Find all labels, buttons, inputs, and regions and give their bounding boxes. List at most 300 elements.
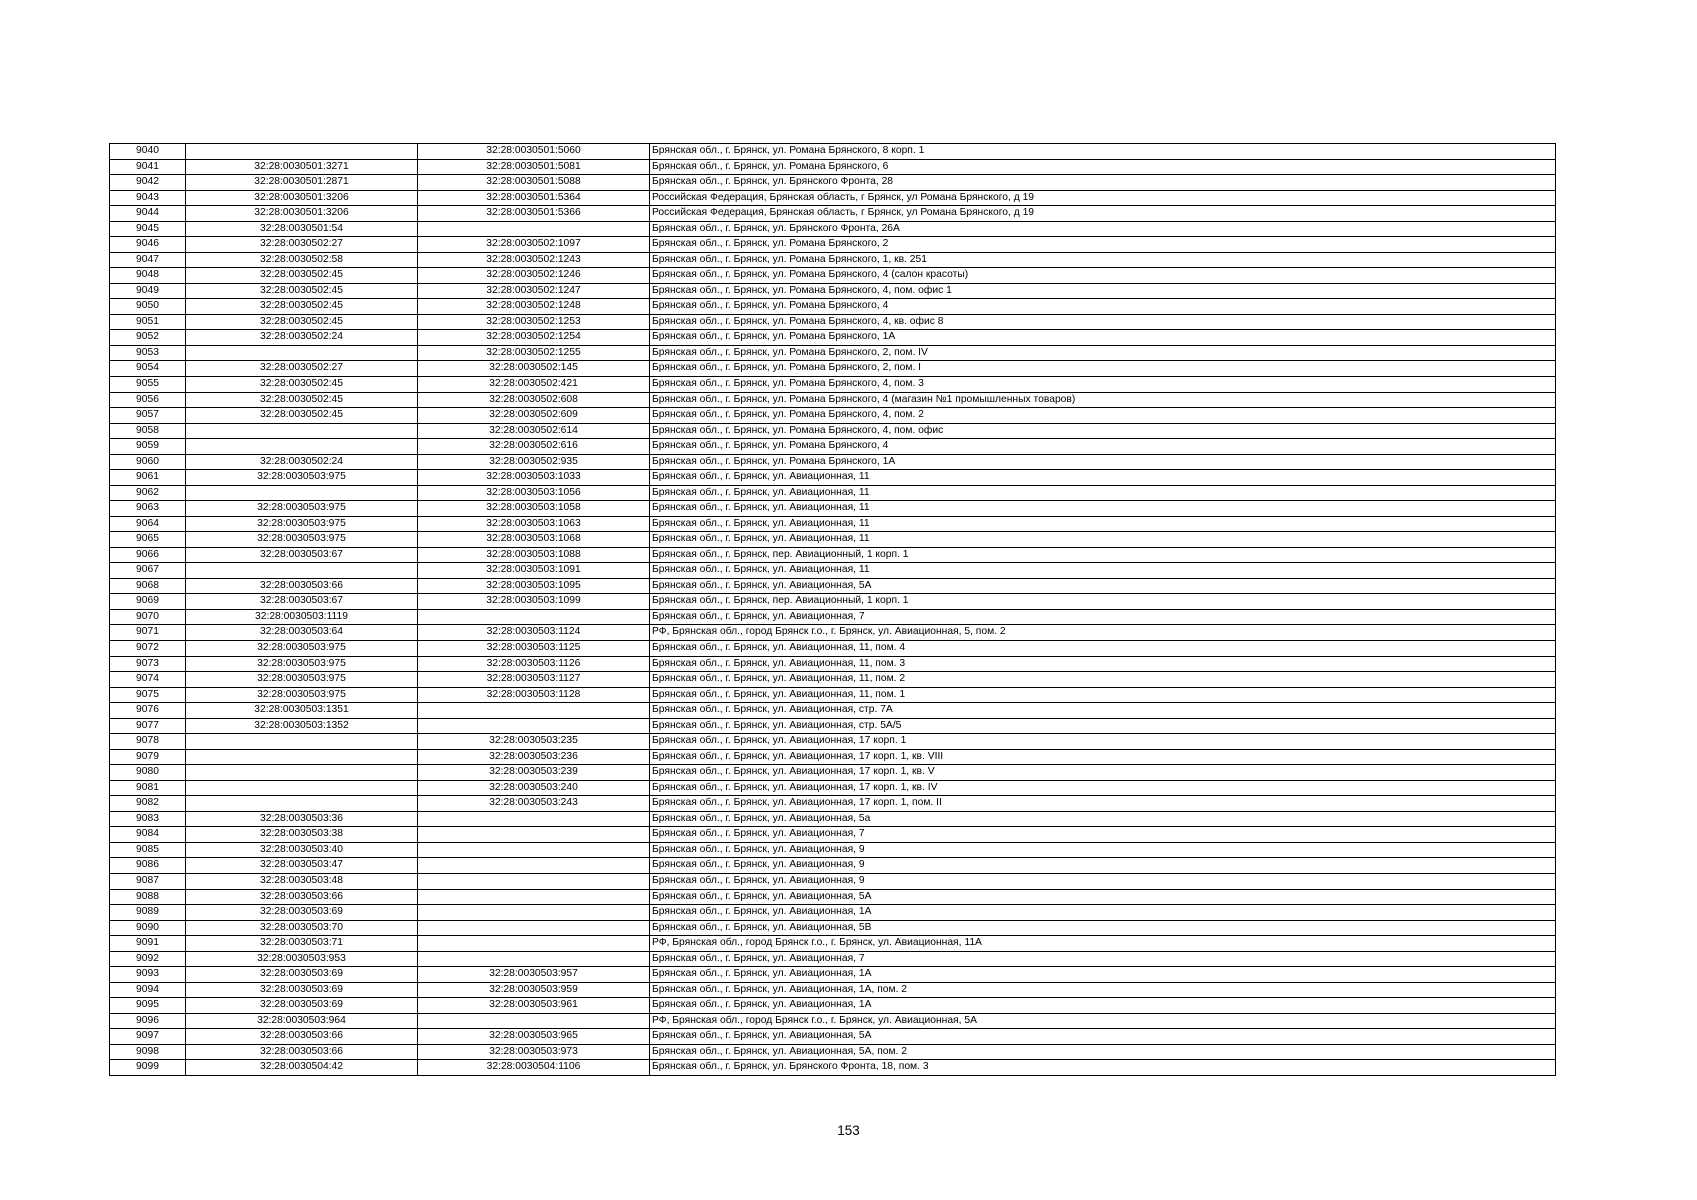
parcel-number-cell <box>186 563 418 579</box>
object-number-cell <box>418 609 650 625</box>
address-cell: Брянская обл., г. Брянск, ул. Брянского Фронта, 18, пом. 3 <box>650 1060 1556 1076</box>
parcel-number-cell: 32:28:0030502:45 <box>186 268 418 284</box>
table-row <box>110 1029 1556 1045</box>
table-row <box>110 749 1556 765</box>
table-row <box>110 703 1556 719</box>
address-cell: Брянская обл., г. Брянск, ул. Авиационная, 11 <box>650 501 1556 517</box>
row-number-cell: 9051 <box>110 314 186 330</box>
object-number-cell: 32:28:0030503:965 <box>418 1029 650 1045</box>
address-cell: Брянская обл., г. Брянск, ул. Авиационная, 7 <box>650 827 1556 843</box>
address-cell: Российская Федерация, Брянская область, г Брянск, ул Романа Брянского, д 19 <box>650 190 1556 206</box>
table-row <box>110 672 1556 688</box>
row-number-cell: 9093 <box>110 967 186 983</box>
table-row <box>110 485 1556 501</box>
address-cell: Брянская обл., г. Брянск, ул. Авиационная, 11 <box>650 485 1556 501</box>
object-number-cell <box>418 221 650 237</box>
address-cell: Российская Федерация, Брянская область, г Брянск, ул Романа Брянского, д 19 <box>650 206 1556 222</box>
parcel-number-cell <box>186 749 418 765</box>
parcel-number-cell: 32:28:0030503:69 <box>186 967 418 983</box>
row-number-cell: 9097 <box>110 1029 186 1045</box>
table-row <box>110 734 1556 750</box>
parcel-number-cell: 32:28:0030501:54 <box>186 221 418 237</box>
object-number-cell <box>418 811 650 827</box>
table-row <box>110 1060 1556 1076</box>
table-row <box>110 501 1556 517</box>
address-cell: Брянская обл., г. Брянск, ул. Романа Брянского, 1А <box>650 330 1556 346</box>
row-number-cell: 9050 <box>110 299 186 315</box>
object-number-cell <box>418 718 650 734</box>
object-number-cell <box>418 951 650 967</box>
object-number-cell <box>418 703 650 719</box>
parcel-number-cell: 32:28:0030501:3206 <box>186 190 418 206</box>
address-cell: Брянская обл., г. Брянск, ул. Романа Брянского, 4, пом. 2 <box>650 408 1556 424</box>
parcel-number-cell: 32:28:0030502:45 <box>186 283 418 299</box>
address-cell: Брянская обл., г. Брянск, ул. Романа Брянского, 2, пом. IV <box>650 345 1556 361</box>
row-number-cell: 9081 <box>110 780 186 796</box>
address-cell: Брянская обл., г. Брянск, ул. Авиационная, 9 <box>650 842 1556 858</box>
object-number-cell: 32:28:0030503:1068 <box>418 532 650 548</box>
object-number-cell: 32:28:0030503:1127 <box>418 672 650 688</box>
parcel-number-cell: 32:28:0030503:47 <box>186 858 418 874</box>
parcel-number-cell: 32:28:0030503:71 <box>186 936 418 952</box>
parcel-number-cell: 32:28:0030503:1351 <box>186 703 418 719</box>
address-cell: Брянская обл., г. Брянск, ул. Авиационная, стр. 7А <box>650 703 1556 719</box>
object-number-cell <box>418 936 650 952</box>
table-row <box>110 563 1556 579</box>
address-cell: Брянская обл., г. Брянск, ул. Авиационная, 5а <box>650 811 1556 827</box>
table-row <box>110 873 1556 889</box>
parcel-number-cell: 32:28:0030503:64 <box>186 625 418 641</box>
object-number-cell <box>418 889 650 905</box>
row-number-cell: 9082 <box>110 796 186 812</box>
parcel-number-cell: 32:28:0030502:45 <box>186 299 418 315</box>
row-number-cell: 9045 <box>110 221 186 237</box>
row-number-cell: 9087 <box>110 873 186 889</box>
object-number-cell: 32:28:0030503:1033 <box>418 470 650 486</box>
address-cell: Брянская обл., г. Брянск, ул. Романа Брянского, 1, кв. 251 <box>650 252 1556 268</box>
table-row <box>110 221 1556 237</box>
object-number-cell: 32:28:0030501:5060 <box>418 144 650 160</box>
table-row <box>110 516 1556 532</box>
parcel-number-cell <box>186 796 418 812</box>
table-row <box>110 299 1556 315</box>
row-number-cell: 9084 <box>110 827 186 843</box>
table-row <box>110 858 1556 874</box>
address-cell: Брянская обл., г. Брянск, ул. Авиационная, 11 <box>650 470 1556 486</box>
row-number-cell: 9069 <box>110 594 186 610</box>
table-row <box>110 687 1556 703</box>
parcel-number-cell: 32:28:0030501:3271 <box>186 159 418 175</box>
address-cell: Брянская обл., г. Брянск, ул. Авиационная, 7 <box>650 951 1556 967</box>
table-row <box>110 609 1556 625</box>
table-row <box>110 780 1556 796</box>
row-number-cell: 9061 <box>110 470 186 486</box>
address-cell: Брянская обл., г. Брянск, ул. Брянского Фронта, 26А <box>650 221 1556 237</box>
parcel-number-cell: 32:28:0030503:69 <box>186 982 418 998</box>
row-number-cell: 9047 <box>110 252 186 268</box>
parcel-number-cell: 32:28:0030503:975 <box>186 656 418 672</box>
parcel-number-cell: 32:28:0030503:67 <box>186 594 418 610</box>
row-number-cell: 9062 <box>110 485 186 501</box>
table-row <box>110 827 1556 843</box>
object-number-cell: 32:28:0030502:608 <box>418 392 650 408</box>
table-row <box>110 470 1556 486</box>
row-number-cell: 9067 <box>110 563 186 579</box>
address-cell: Брянская обл., г. Брянск, ул. Авиационная, 9 <box>650 858 1556 874</box>
parcel-number-cell: 32:28:0030502:45 <box>186 408 418 424</box>
object-number-cell: 32:28:0030503:236 <box>418 749 650 765</box>
row-number-cell: 9057 <box>110 408 186 424</box>
parcel-number-cell: 32:28:0030503:67 <box>186 547 418 563</box>
table-row <box>110 206 1556 222</box>
table-row <box>110 656 1556 672</box>
address-cell: Брянская обл., г. Брянск, ул. Романа Брянского, 2 <box>650 237 1556 253</box>
table-row <box>110 408 1556 424</box>
parcel-number-cell: 32:28:0030503:48 <box>186 873 418 889</box>
row-number-cell: 9063 <box>110 501 186 517</box>
object-number-cell: 32:28:0030501:5366 <box>418 206 650 222</box>
row-number-cell: 9078 <box>110 734 186 750</box>
address-cell: Брянская обл., г. Брянск, ул. Авиационная, стр. 5А/5 <box>650 718 1556 734</box>
address-cell: Брянская обл., г. Брянск, ул. Авиационная, 9 <box>650 873 1556 889</box>
address-cell: Брянская обл., г. Брянск, ул. Романа Брянского, 4, пом. офис <box>650 423 1556 439</box>
parcel-number-cell <box>186 780 418 796</box>
table-row <box>110 268 1556 284</box>
object-number-cell <box>418 905 650 921</box>
table-row <box>110 314 1556 330</box>
row-number-cell: 9099 <box>110 1060 186 1076</box>
address-cell: Брянская обл., г. Брянск, ул. Романа Брянского, 8 корп. 1 <box>650 144 1556 160</box>
object-number-cell <box>418 858 650 874</box>
parcel-number-cell: 32:28:0030502:58 <box>186 252 418 268</box>
row-number-cell: 9098 <box>110 1044 186 1060</box>
address-cell: Брянская обл., г. Брянск, ул. Авиационная, 1А <box>650 998 1556 1014</box>
object-number-cell: 32:28:0030502:1097 <box>418 237 650 253</box>
object-number-cell <box>418 827 650 843</box>
row-number-cell: 9068 <box>110 578 186 594</box>
parcel-number-cell: 32:28:0030503:964 <box>186 1013 418 1029</box>
object-number-cell: 32:28:0030502:935 <box>418 454 650 470</box>
address-cell: Брянская обл., г. Брянск, ул. Романа Брянского, 4, пом. 3 <box>650 376 1556 392</box>
row-number-cell: 9096 <box>110 1013 186 1029</box>
object-number-cell: 32:28:0030501:5081 <box>418 159 650 175</box>
parcel-number-cell: 32:28:0030503:69 <box>186 998 418 1014</box>
parcel-number-cell: 32:28:0030503:975 <box>186 687 418 703</box>
parcel-number-cell <box>186 765 418 781</box>
parcel-number-cell: 32:28:0030503:70 <box>186 920 418 936</box>
parcel-number-cell: 32:28:0030503:953 <box>186 951 418 967</box>
parcel-number-cell: 32:28:0030503:975 <box>186 501 418 517</box>
address-cell: Брянская обл., г. Брянск, ул. Авиационная, 11, пом. 3 <box>650 656 1556 672</box>
object-number-cell: 32:28:0030502:1248 <box>418 299 650 315</box>
row-number-cell: 9079 <box>110 749 186 765</box>
object-number-cell: 32:28:0030503:1126 <box>418 656 650 672</box>
object-number-cell: 32:28:0030503:240 <box>418 780 650 796</box>
table-row <box>110 936 1556 952</box>
parcel-number-cell: 32:28:0030502:45 <box>186 314 418 330</box>
parcel-number-cell: 32:28:0030503:975 <box>186 470 418 486</box>
object-number-cell: 32:28:0030503:1099 <box>418 594 650 610</box>
parcel-number-cell: 32:28:0030503:1352 <box>186 718 418 734</box>
row-number-cell: 9055 <box>110 376 186 392</box>
row-number-cell: 9074 <box>110 672 186 688</box>
table-row <box>110 376 1556 392</box>
parcel-number-cell: 32:28:0030503:38 <box>186 827 418 843</box>
row-number-cell: 9058 <box>110 423 186 439</box>
parcel-number-cell: 32:28:0030503:69 <box>186 905 418 921</box>
object-number-cell <box>418 842 650 858</box>
row-number-cell: 9052 <box>110 330 186 346</box>
page-number: 153 <box>837 1123 860 1138</box>
row-number-cell: 9075 <box>110 687 186 703</box>
table-row <box>110 532 1556 548</box>
object-number-cell: 32:28:0030502:145 <box>418 361 650 377</box>
address-cell: Брянская обл., г. Брянск, ул. Авиационная, 17 корп. 1, пом. II <box>650 796 1556 812</box>
table-body <box>110 144 1556 1076</box>
object-number-cell: 32:28:0030503:243 <box>418 796 650 812</box>
address-cell: Брянская обл., г. Брянск, ул. Романа Брянского, 4 <box>650 439 1556 455</box>
row-number-cell: 9043 <box>110 190 186 206</box>
table-row <box>110 423 1556 439</box>
address-cell: Брянская обл., г. Брянск, пер. Авиационный, 1 корп. 1 <box>650 594 1556 610</box>
table-row <box>110 625 1556 641</box>
address-cell: Брянская обл., г. Брянск, ул. Авиационная, 5А <box>650 578 1556 594</box>
parcel-number-cell: 32:28:0030501:3206 <box>186 206 418 222</box>
object-number-cell: 32:28:0030504:1106 <box>418 1060 650 1076</box>
table-row <box>110 547 1556 563</box>
object-number-cell: 32:28:0030503:1124 <box>418 625 650 641</box>
row-number-cell: 9092 <box>110 951 186 967</box>
parcel-number-cell: 32:28:0030502:27 <box>186 237 418 253</box>
table-row <box>110 641 1556 657</box>
parcel-number-cell: 32:28:0030503:975 <box>186 516 418 532</box>
table-row <box>110 345 1556 361</box>
address-cell: Брянская обл., г. Брянск, ул. Авиационная, 1А <box>650 905 1556 921</box>
table-row <box>110 920 1556 936</box>
address-cell: Брянская обл., г. Брянск, ул. Авиационная, 17 корп. 1, кв. IV <box>650 780 1556 796</box>
object-number-cell: 32:28:0030502:1254 <box>418 330 650 346</box>
address-cell: РФ, Брянская обл., город Брянск г.о., г. Брянск, ул. Авиационная, 5, пом. 2 <box>650 625 1556 641</box>
address-cell: Брянская обл., г. Брянск, ул. Авиационная, 7 <box>650 609 1556 625</box>
row-number-cell: 9073 <box>110 656 186 672</box>
parcel-number-cell: 32:28:0030503:1119 <box>186 609 418 625</box>
table-row <box>110 1044 1556 1060</box>
row-number-cell: 9054 <box>110 361 186 377</box>
address-cell: Брянская обл., г. Брянск, ул. Романа Брянского, 4, кв. офис 8 <box>650 314 1556 330</box>
parcel-number-cell: 32:28:0030503:975 <box>186 641 418 657</box>
address-cell: Брянская обл., г. Брянск, ул. Авиационная, 5В <box>650 920 1556 936</box>
address-cell: Брянская обл., г. Брянск, ул. Авиационная, 11, пом. 1 <box>650 687 1556 703</box>
object-number-cell: 32:28:0030502:616 <box>418 439 650 455</box>
table-row <box>110 439 1556 455</box>
object-number-cell: 32:28:0030502:1253 <box>418 314 650 330</box>
object-number-cell: 32:28:0030503:235 <box>418 734 650 750</box>
row-number-cell: 9072 <box>110 641 186 657</box>
object-number-cell <box>418 1013 650 1029</box>
row-number-cell: 9053 <box>110 345 186 361</box>
object-number-cell: 32:28:0030501:5088 <box>418 175 650 191</box>
parcel-number-cell: 32:28:0030503:40 <box>186 842 418 858</box>
table-row <box>110 283 1556 299</box>
row-number-cell: 9049 <box>110 283 186 299</box>
table-row <box>110 718 1556 734</box>
parcel-number-cell: 32:28:0030502:24 <box>186 454 418 470</box>
object-number-cell: 32:28:0030503:1088 <box>418 547 650 563</box>
address-cell: Брянская обл., г. Брянск, ул. Авиационная, 1А, пом. 2 <box>650 982 1556 998</box>
table-row <box>110 765 1556 781</box>
row-number-cell: 9077 <box>110 718 186 734</box>
parcel-number-cell: 32:28:0030503:66 <box>186 1029 418 1045</box>
table-row <box>110 330 1556 346</box>
address-cell: Брянская обл., г. Брянск, ул. Романа Брянского, 4 (магазин №1 промышленных товаров) <box>650 392 1556 408</box>
row-number-cell: 9089 <box>110 905 186 921</box>
table-row <box>110 252 1556 268</box>
document-table <box>109 143 1556 1076</box>
parcel-number-cell: 32:28:0030503:66 <box>186 578 418 594</box>
parcel-number-cell: 32:28:0030503:66 <box>186 889 418 905</box>
row-number-cell: 9071 <box>110 625 186 641</box>
row-number-cell: 9085 <box>110 842 186 858</box>
address-cell: Брянская обл., г. Брянск, ул. Авиационная, 11, пом. 2 <box>650 672 1556 688</box>
address-cell: Брянская обл., г. Брянск, ул. Авиационная, 5А <box>650 1029 1556 1045</box>
row-number-cell: 9094 <box>110 982 186 998</box>
table-row <box>110 454 1556 470</box>
address-cell: Брянская обл., г. Брянск, ул. Авиационная, 17 корп. 1 <box>650 734 1556 750</box>
row-number-cell: 9056 <box>110 392 186 408</box>
address-cell: Брянская обл., г. Брянск, ул. Романа Брянского, 6 <box>650 159 1556 175</box>
parcel-number-cell <box>186 144 418 160</box>
address-cell: Брянская обл., г. Брянск, ул. Авиационная, 17 корп. 1, кв. V <box>650 765 1556 781</box>
row-number-cell: 9080 <box>110 765 186 781</box>
object-number-cell: 32:28:0030503:961 <box>418 998 650 1014</box>
table-row <box>110 392 1556 408</box>
table-row <box>110 578 1556 594</box>
parcel-number-cell: 32:28:0030503:975 <box>186 532 418 548</box>
parcel-number-cell: 32:28:0030503:66 <box>186 1044 418 1060</box>
object-number-cell: 32:28:0030502:421 <box>418 376 650 392</box>
table-row <box>110 889 1556 905</box>
row-number-cell: 9046 <box>110 237 186 253</box>
object-number-cell: 32:28:0030503:1125 <box>418 641 650 657</box>
address-cell: Брянская обл., г. Брянск, ул. Авиационная, 11 <box>650 563 1556 579</box>
address-cell: Брянская обл., г. Брянск, ул. Авиационная, 1А <box>650 967 1556 983</box>
address-cell: Брянская обл., г. Брянск, ул. Романа Брянского, 4 (салон красоты) <box>650 268 1556 284</box>
address-cell: Брянская обл., г. Брянск, ул. Авиационная, 5А <box>650 889 1556 905</box>
object-number-cell: 32:28:0030503:1058 <box>418 501 650 517</box>
table-row <box>110 842 1556 858</box>
parcel-number-cell: 32:28:0030502:45 <box>186 376 418 392</box>
table-row <box>110 237 1556 253</box>
object-number-cell: 32:28:0030502:609 <box>418 408 650 424</box>
parcel-number-cell: 32:28:0030503:975 <box>186 672 418 688</box>
object-number-cell: 32:28:0030501:5364 <box>418 190 650 206</box>
object-number-cell: 32:28:0030502:1243 <box>418 252 650 268</box>
address-cell: Брянская обл., г. Брянск, ул. Романа Брянского, 4, пом. офис 1 <box>650 283 1556 299</box>
row-number-cell: 9076 <box>110 703 186 719</box>
object-number-cell: 32:28:0030503:1063 <box>418 516 650 532</box>
row-number-cell: 9040 <box>110 144 186 160</box>
object-number-cell: 32:28:0030503:957 <box>418 967 650 983</box>
parcel-number-cell: 32:28:0030503:36 <box>186 811 418 827</box>
row-number-cell: 9042 <box>110 175 186 191</box>
row-number-cell: 9066 <box>110 547 186 563</box>
row-number-cell: 9083 <box>110 811 186 827</box>
table-row <box>110 982 1556 998</box>
object-number-cell: 32:28:0030503:1095 <box>418 578 650 594</box>
row-number-cell: 9090 <box>110 920 186 936</box>
table-row <box>110 905 1556 921</box>
address-cell: Брянская обл., г. Брянск, ул. Романа Брянского, 2, пом. I <box>650 361 1556 377</box>
parcel-number-cell <box>186 439 418 455</box>
row-number-cell: 9065 <box>110 532 186 548</box>
row-number-cell: 9088 <box>110 889 186 905</box>
address-cell: Брянская обл., г. Брянск, ул. Авиационная, 11 <box>650 516 1556 532</box>
row-number-cell: 9059 <box>110 439 186 455</box>
address-cell: Брянская обл., г. Брянск, ул. Авиационная, 5А, пом. 2 <box>650 1044 1556 1060</box>
table-row <box>110 144 1556 160</box>
table-row <box>110 967 1556 983</box>
object-number-cell <box>418 920 650 936</box>
address-cell: Брянская обл., г. Брянск, ул. Романа Брянского, 1А <box>650 454 1556 470</box>
row-number-cell: 9044 <box>110 206 186 222</box>
table-row <box>110 1013 1556 1029</box>
table-row <box>110 796 1556 812</box>
address-cell: Брянская обл., г. Брянск, ул. Брянского Фронта, 28 <box>650 175 1556 191</box>
address-cell: РФ, Брянская обл., город Брянск г.о., г. Брянск, ул. Авиационная, 5А <box>650 1013 1556 1029</box>
row-number-cell: 9086 <box>110 858 186 874</box>
address-cell: Брянская обл., г. Брянск, ул. Авиационная, 11, пом. 4 <box>650 641 1556 657</box>
row-number-cell: 9070 <box>110 609 186 625</box>
table-row <box>110 175 1556 191</box>
parcel-number-cell <box>186 345 418 361</box>
table-row <box>110 951 1556 967</box>
address-cell: Брянская обл., г. Брянск, пер. Авиационный, 1 корп. 1 <box>650 547 1556 563</box>
row-number-cell: 9041 <box>110 159 186 175</box>
address-cell: Брянская обл., г. Брянск, ул. Авиационная, 17 корп. 1, кв. VIII <box>650 749 1556 765</box>
row-number-cell: 9095 <box>110 998 186 1014</box>
parcel-number-cell: 32:28:0030501:2871 <box>186 175 418 191</box>
row-number-cell: 9064 <box>110 516 186 532</box>
parcel-number-cell: 32:28:0030502:27 <box>186 361 418 377</box>
parcel-number-cell <box>186 485 418 501</box>
parcel-number-cell: 32:28:0030504:42 <box>186 1060 418 1076</box>
parcel-number-cell <box>186 734 418 750</box>
parcel-number-cell: 32:28:0030502:24 <box>186 330 418 346</box>
row-number-cell: 9048 <box>110 268 186 284</box>
object-number-cell: 32:28:0030503:1128 <box>418 687 650 703</box>
object-number-cell: 32:28:0030503:239 <box>418 765 650 781</box>
object-number-cell <box>418 873 650 889</box>
object-number-cell: 32:28:0030502:1255 <box>418 345 650 361</box>
table-row <box>110 811 1556 827</box>
table-row <box>110 594 1556 610</box>
object-number-cell: 32:28:0030502:1246 <box>418 268 650 284</box>
object-number-cell: 32:28:0030502:1247 <box>418 283 650 299</box>
row-number-cell: 9060 <box>110 454 186 470</box>
object-number-cell: 32:28:0030502:614 <box>418 423 650 439</box>
object-number-cell: 32:28:0030503:1091 <box>418 563 650 579</box>
parcel-number-cell: 32:28:0030502:45 <box>186 392 418 408</box>
object-number-cell: 32:28:0030503:959 <box>418 982 650 998</box>
table-row <box>110 361 1556 377</box>
address-cell: Брянская обл., г. Брянск, ул. Романа Брянского, 4 <box>650 299 1556 315</box>
table-row <box>110 190 1556 206</box>
row-number-cell: 9091 <box>110 936 186 952</box>
address-cell: РФ, Брянская обл., город Брянск г.о., г. Брянск, ул. Авиационная, 11А <box>650 936 1556 952</box>
object-number-cell: 32:28:0030503:1056 <box>418 485 650 501</box>
table-row <box>110 998 1556 1014</box>
table-row <box>110 159 1556 175</box>
